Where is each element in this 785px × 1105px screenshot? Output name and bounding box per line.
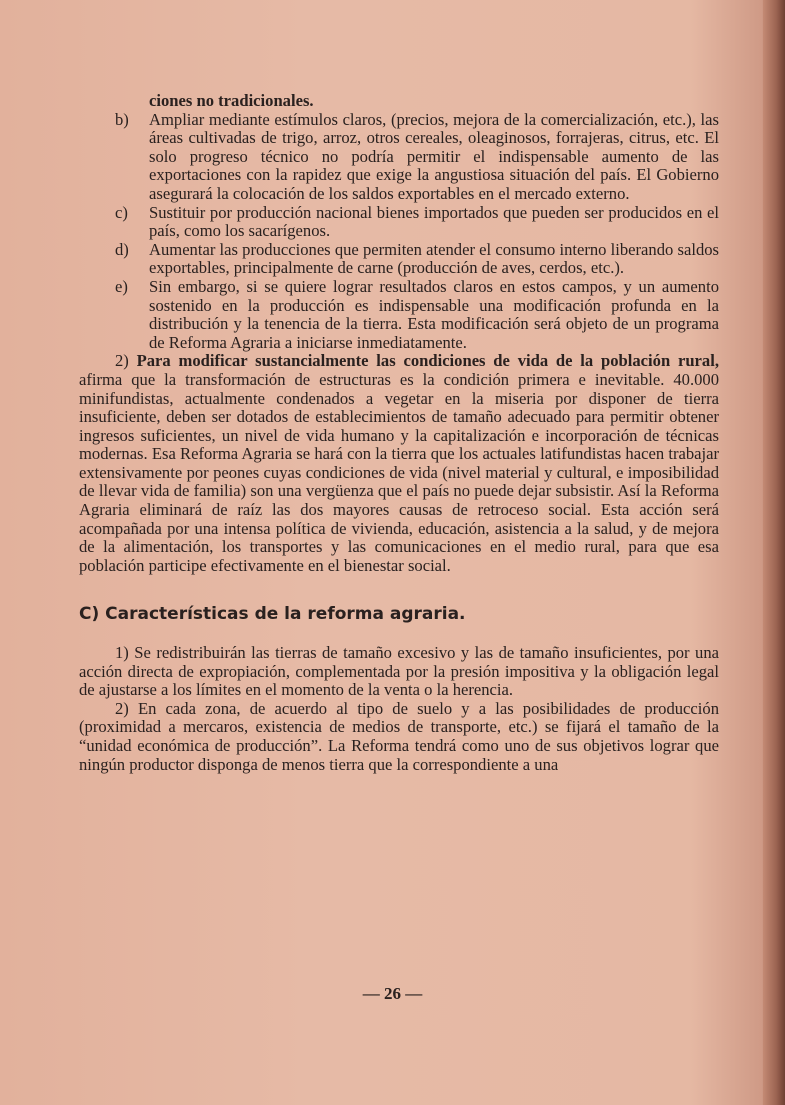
list-item-text: Sin embargo, si se quiere lograr resultados claros en estos campos, y un aumento sostenido en la producción es indispensable una modificación profunda en la distribución y la tenencia de la tierra. Esta modificación será objeto de un programa de Reforma Agraria a iniciarse inmediatamente. (149, 276, 719, 352)
paragraph-rural-population (79, 352, 719, 575)
list-marker: e) (115, 276, 128, 296)
list-item-text: Aumentar las producciones que permiten atender el consumo interno liberando saldos exportables, principalmente de carne (producción de aves, cerdos, etc.). (149, 239, 719, 278)
list-marker: c) (115, 202, 128, 222)
section-heading: C) Características de la reforma agraria. (79, 604, 466, 625)
document-body (79, 92, 719, 774)
section-paragraph-1: 1) Se redistribuirán las tierras de tamaño excesivo y las de tamaño insuficientes, por una acción directa de expropiación, complementada por la presión impositiva y la obligación legal de ajustarse a los límites en el momento de la venta o la herencia. (79, 643, 719, 700)
list-item-text: Ampliar mediante estímulos claros, (precios, mejora de la comercialización, etc.), las áreas cultivadas de trigo, arroz, otros cereales, oleaginosos, forrajeras, citrus, etc. El solo progreso técnico no podría permitir el indispensable aumento de las exportaciones con la rapidez que exige la angustiosa situación del país. El Gobierno asegurará la colocación de los saldos exportables en el mercado externo. (149, 109, 719, 203)
list-item-d (79, 241, 719, 278)
list-item-e (79, 278, 719, 352)
paragraph-bold-lead: Para modificar sustancialmente las condiciones de vida de la población rural, (136, 351, 719, 371)
list-marker: b) (115, 109, 129, 129)
list-item-text: Sustituir por producción nacional bienes importados que pueden ser producidos en el país, como los sacarígenos. (149, 202, 719, 241)
page-number: — 26 — (362, 984, 423, 1003)
list-marker: d) (115, 239, 129, 259)
intro-continuation: ciones no tradicionales. (149, 91, 314, 110)
list-item-c (79, 204, 719, 241)
paragraph-number: 2) (115, 351, 137, 371)
paragraph-text: afirma que la transformación de estructuras es la condición primera e inevitable. 40.000 minifundistas, actualmente condenados a vegetar en la miseria por disponer de tierra insuficiente, deben ser dotados de establecimientos de tamaño adecuado para permitir obtener ingresos suficientes, un nivel de vida humano y la capitalización e incorporación de técnicas modernas. Esa Reforma Agraria se hará con la tierra que los actuales latifundistas hacen trabajar extensivamente por peones cuyas condiciones de vida (nivel material y cultural, e imposibilidad de llevar vida de familia) son una vergüenza que el país no puede dejar subsistir. Así la Reforma Agraria eliminará de raíz las dos mayores causas de retroceso social. Esta acción será acompañada por una intensa política de vivienda, educación, asistencia a la salud, y de mejora de la alimentación, los transportes y las comunicaciones en el medio rural, para que esa población participe efectivamente en el bienestar social. (79, 369, 719, 575)
list-item-b (79, 111, 719, 204)
page-edge (763, 0, 785, 1105)
section-paragraph-2: 2) En cada zona, de acuerdo al tipo de suelo y a las posibilidades de producción (proximidad a mercaros, existencia de medios de transporte, etc.) se fijará el tamaño de la “unidad económica de producción”. La Reforma tendrá como uno de sus objetivos lograr que ningún productor disponga de menos tierra que la correspondiente a una (79, 698, 719, 774)
